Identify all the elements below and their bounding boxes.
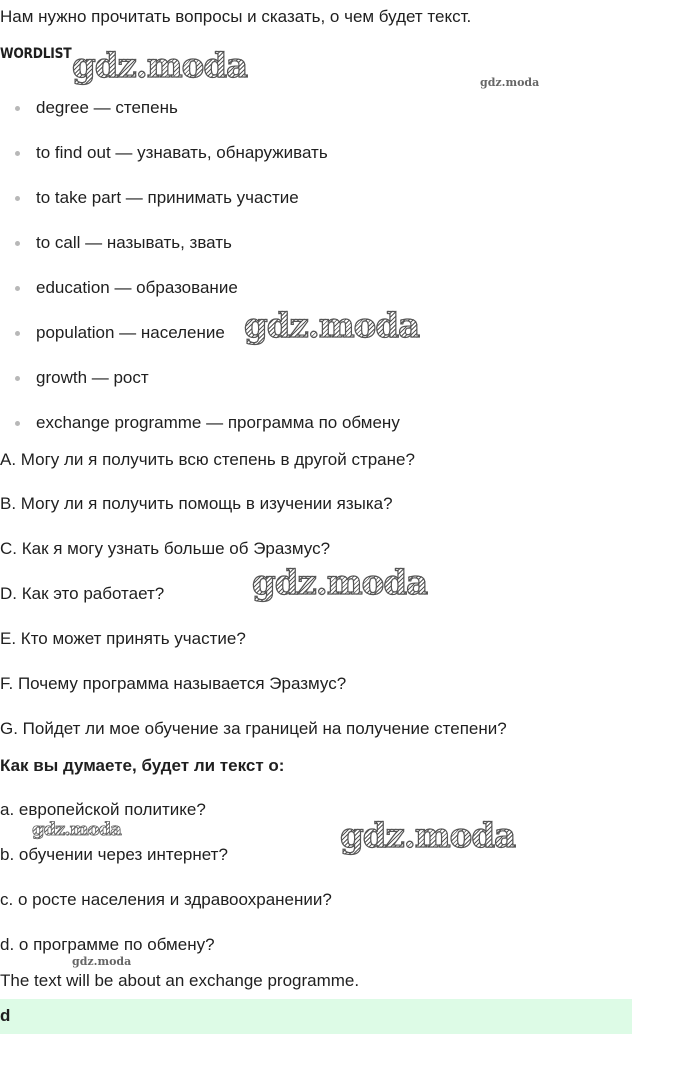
watermark-logo: gdz.moda	[480, 76, 540, 89]
wordlist-item: to call — называть, звать	[36, 233, 232, 252]
bullet-icon	[15, 421, 20, 426]
option-item: c. о росте населения и здравоохранении?	[0, 890, 332, 909]
bullet-icon	[15, 196, 20, 201]
bullet-icon	[15, 331, 20, 336]
option-item: a. европейской политике?	[0, 800, 206, 819]
wordlist-item: degree — степень	[36, 98, 178, 117]
option-item: b. обучении через интернет?	[0, 845, 228, 864]
question-item: D. Как это работает?	[0, 584, 165, 603]
answer-text: d	[0, 1006, 11, 1025]
bullet-icon	[15, 376, 20, 381]
question-item: E. Кто может принять участие?	[0, 629, 246, 648]
question-item: F. Почему программа называется Эразмус?	[0, 674, 347, 693]
question-item: B. Могу ли я получить помощь в изучении языка?	[0, 494, 393, 513]
wordlist-item: to take part — принимать участие	[36, 188, 299, 207]
watermark-logo: gdz.moda	[340, 816, 516, 856]
watermark-logo: gdz.moda	[72, 955, 132, 968]
bullet-icon	[15, 151, 20, 156]
wordlist-item: exchange programme — программа по обмену	[36, 413, 400, 432]
bullet-icon	[15, 241, 20, 246]
question-item: G. Пойдет ли мое обучение за границей на получение степени?	[0, 719, 507, 738]
option-item: d. о программе по обмену?	[0, 935, 215, 954]
wordlist-item: population — население	[36, 323, 225, 342]
intro-text: Нам нужно прочитать вопросы и сказать, о чем будет текст.	[0, 7, 472, 26]
watermark-logo: gdz.moda	[252, 563, 428, 603]
prompt-heading: Как вы думаете, будет ли текст о:	[0, 756, 285, 775]
watermark-logo: gdz.moda	[244, 306, 420, 346]
question-item: C. Как я могу узнать больше об Эразмус?	[0, 539, 331, 558]
watermark-logo: gdz.moda	[72, 46, 248, 86]
question-item: A. Могу ли я получить всю степень в другой стране?	[0, 450, 415, 469]
wordlist-title: WORDLIST	[0, 46, 72, 62]
bullet-icon	[15, 106, 20, 111]
bullet-icon	[15, 286, 20, 291]
answer-box	[0, 999, 632, 1034]
wordlist-item: education — образование	[36, 278, 238, 297]
wordlist-item: to find out — узнавать, обнаруживать	[36, 143, 328, 162]
wordlist-item: growth — рост	[36, 368, 149, 387]
conclusion-text: The text will be about an exchange programme.	[0, 971, 360, 990]
watermark-logo: gdz.moda	[32, 819, 121, 840]
